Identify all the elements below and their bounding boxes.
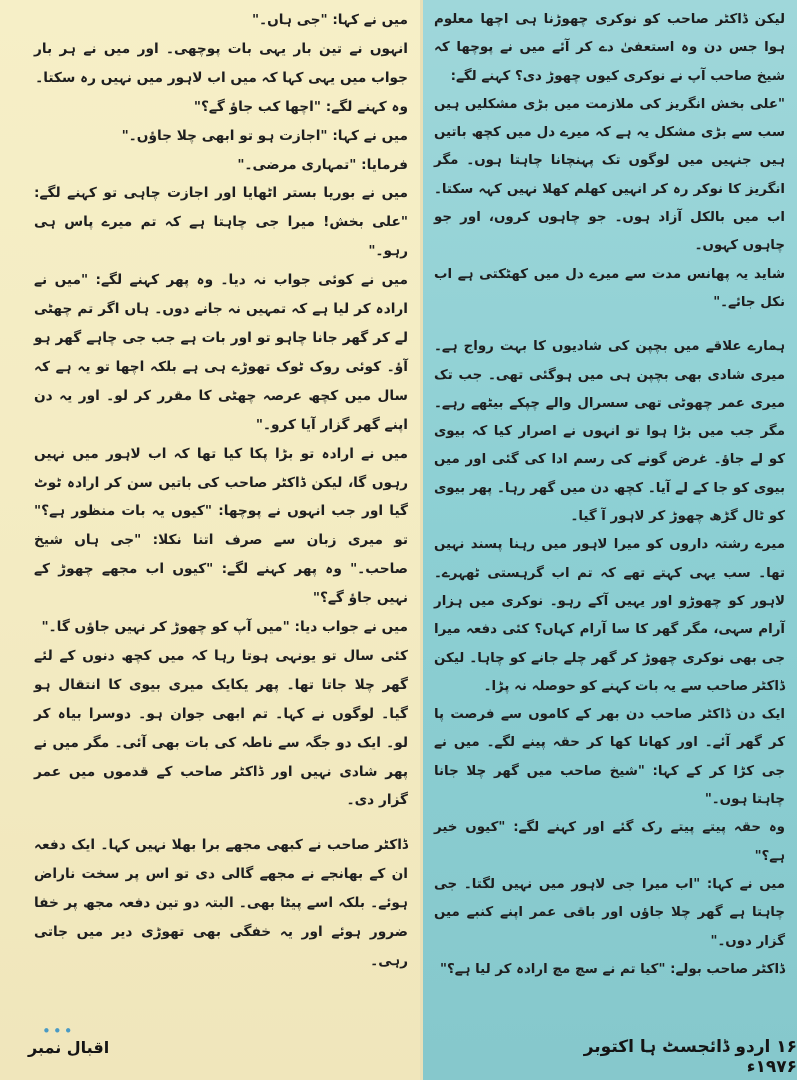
paragraph: شاید یہ پھانس مدت سے میرے دل میں کھٹکتی ہے اب نکل جائے۔"	[434, 266, 785, 310]
left-column-text	[34, 6, 408, 976]
paragraph: "علی بخش انگریز کی ملازمت میں بڑی مشکلیں ہیں سب سے بڑی مشکل یہ ہے کہ میرے دل میں کچھ باتیں ہیں جنہیں میں لوگوں تک پہنچانا چاہتا ہوں۔ مگر انگریز کا نوکر رہ کر انہیں کھلم کھلا نہیں کہہ سکتا۔ اب میں بالکل آزاد ہوں۔ جو چاہوں کروں، اور جو چاہوں کہوں۔	[434, 96, 785, 254]
paragraph: میں نے ارادہ تو بڑا پکا کیا تھا کہ اب لاہور میں نہیں رہوں گا، لیکن ڈاکٹر صاحب کی باتیں سن کر ارادہ ٹوٹ گیا اور جب انہوں نے پوچھا: "کیوں یہ بات منظور ہے؟" تو میری زبان سے صرف اتنا نکلا: "جی ہاں شیخ صاحب۔" وہ پھر کہنے لگے: "کیوں اب مجھے چھوڑ کے نہیں جاؤ گے؟"	[34, 445, 408, 607]
paragraph: ڈاکٹر صاحب بولے: "کیا تم نے سچ مچ ارادہ کر لیا ہے؟"	[440, 961, 785, 977]
paragraph: وہ کہنے لگے: "اچھا کب جاؤ گے؟"	[193, 98, 408, 115]
paragraph: فرمایا: "تمہاری مرضی۔"	[237, 156, 408, 173]
paragraph: میں نے کہا: "جی ہاں۔"	[251, 12, 408, 28]
paragraph: میں نے کہا: "اجازت ہو تو ابھی چلا جاؤں۔"	[121, 127, 408, 144]
paragraph: ہمارے علاقے میں بچپن کی شادیوں کا بہت رواج ہے۔ میری شادی بھی بچپن ہی میں ہوگئی تھی۔ جب تک میری عمر چھوٹی تھی سسرال والے چپکے بیٹھے رہے۔ مگر جب میں بڑا ہوا تو انہوں نے اصرار کیا کہ بیوی کو لے جاؤ۔ غرض گونے کی رسم ادا کی گئی اور میں بیوی کو جا کے لے آیا۔ کچھ دن میں گھر رہا۔ پھر بیوی کو ٹال گڑھ چھوڑ کر لاہور آ گیا۔	[434, 339, 785, 525]
decorative-dots: •••	[42, 1022, 75, 1040]
right-column-text	[434, 6, 785, 984]
page-folio: ۱۶ اردو ڈائجسٹ ہا اکتوبر ۱۹۷۶ء	[583, 1037, 797, 1077]
right-column	[420, 0, 797, 1080]
paragraph: میں نے کہا: "اب میرا جی لاہور میں نہیں لگتا۔ جی چاہتا ہے گھر چلا جاؤں اور باقی عمر اپنے کنبے میں گزار دوں۔"	[434, 876, 785, 949]
section-title: اقبال نمبر	[28, 1038, 110, 1057]
paragraph: میں نے کوئی جواب نہ دیا۔ وہ پھر کہنے لگے: "میں نے ارادہ کر لیا ہے کہ تمہیں نہ جانے دوں۔ ہاں اگر تم چھٹی لے کر گھر جانا چاہو تو اور بات ہے جب جی چاہے گھر ہو آؤ۔ کوئی روک ٹوک تھوڑے ہی ہے بلکہ اچھا تو یہ ہے کہ سال میں کچھ عرصہ چھٹی کا مقرر کر لو۔ اور یہ دن اپنے گھر گزار آیا کرو۔"	[34, 272, 408, 433]
paragraph: کئی سال تو یونہی ہوتا رہا کہ میں کچھ دنوں کے لئے گھر چلا جاتا تھا۔ پھر یکایک میری بیوی کا انتقال ہو گیا۔ لوگوں نے کہا۔ تم ابھی جوان ہو۔ دوسرا بیاہ کر لو۔ ایک دو جگہ سے ناطہ کی بات بھی آئی۔ مگر میں نے پھر شادی نہیں اور ڈاکٹر صاحب کے قدموں میں عمر گزار دی۔	[34, 647, 408, 809]
paragraph: ڈاکٹر صاحب نے کبھی مجھے برا بھلا نہیں کہا۔ ایک دفعہ ان کے بھانجے نے مجھے گالی دی تو اس پر سخت ناراض ہوئے۔ بلکہ اسے پیٹا بھی۔ البتہ دو تین دفعہ مجھ پر خفا ضرور ہوئے اور یہ خفگی بھی تھوڑی دیر میں جاتی رہی۔	[34, 837, 408, 969]
paragraph: لیکن ڈاکٹر صاحب کو نوکری چھوڑنا ہی اچھا معلوم ہوا جس دن وہ استعفیٰ دے کر آئے میں نے پوچھا کہ شیخ صاحب آپ نے نوکری کیوں چھوڑ دی؟ کہنے لگے:	[434, 12, 785, 84]
paragraph: وہ حقہ پیتے پیتے رک گئے اور کہنے لگے: "کیوں خیر ہے؟"	[434, 820, 785, 864]
paragraph: انہوں نے تین بار یہی بات پوچھی۔ اور میں نے ہر بار جواب میں یہی کہا کہ میں اب لاہور میں نہیں رہ سکتا۔	[34, 40, 408, 86]
paragraph: میرے رشتہ داروں کو میرا لاہور میں رہنا پسند نہیں تھا۔ سب یہی کہتے تھے کہ تم اب گرہستی ٹھہرے۔ لاہور کو چھوڑو اور یہیں آکے رہو۔ نوکری میں ہزار آرام سہی، مگر گھر کا سا آرام کہاں؟ کئی دفعہ میرا جی بھی نوکری چھوڑ کر گھر چلے جانے کو چاہا۔ لیکن ڈاکٹر صاحب سے یہ بات کہنے کو حوصلہ نہ پڑا۔	[434, 537, 785, 694]
paragraph: میں نے جواب دیا: "میں آپ کو چھوڑ کر نہیں جاؤں گا۔"	[41, 619, 408, 636]
paragraph: میں نے بوریا بستر اٹھایا اور اجازت چاہی تو کہنے لگے: "علی بخش! میرا جی چاہتا ہے کہ تم میرے پاس ہی رہو۔"	[34, 185, 408, 260]
paragraph: ایک دن ڈاکٹر صاحب دن بھر کے کاموں سے فرصت پا کر گھر آئے۔ اور کھانا کھا کر حقہ پینے لگے۔ میں نے جی کڑا کر کے کہا: "شیخ صاحب میں گھر چلا جانا چاہتا ہوں۔"	[434, 707, 785, 808]
